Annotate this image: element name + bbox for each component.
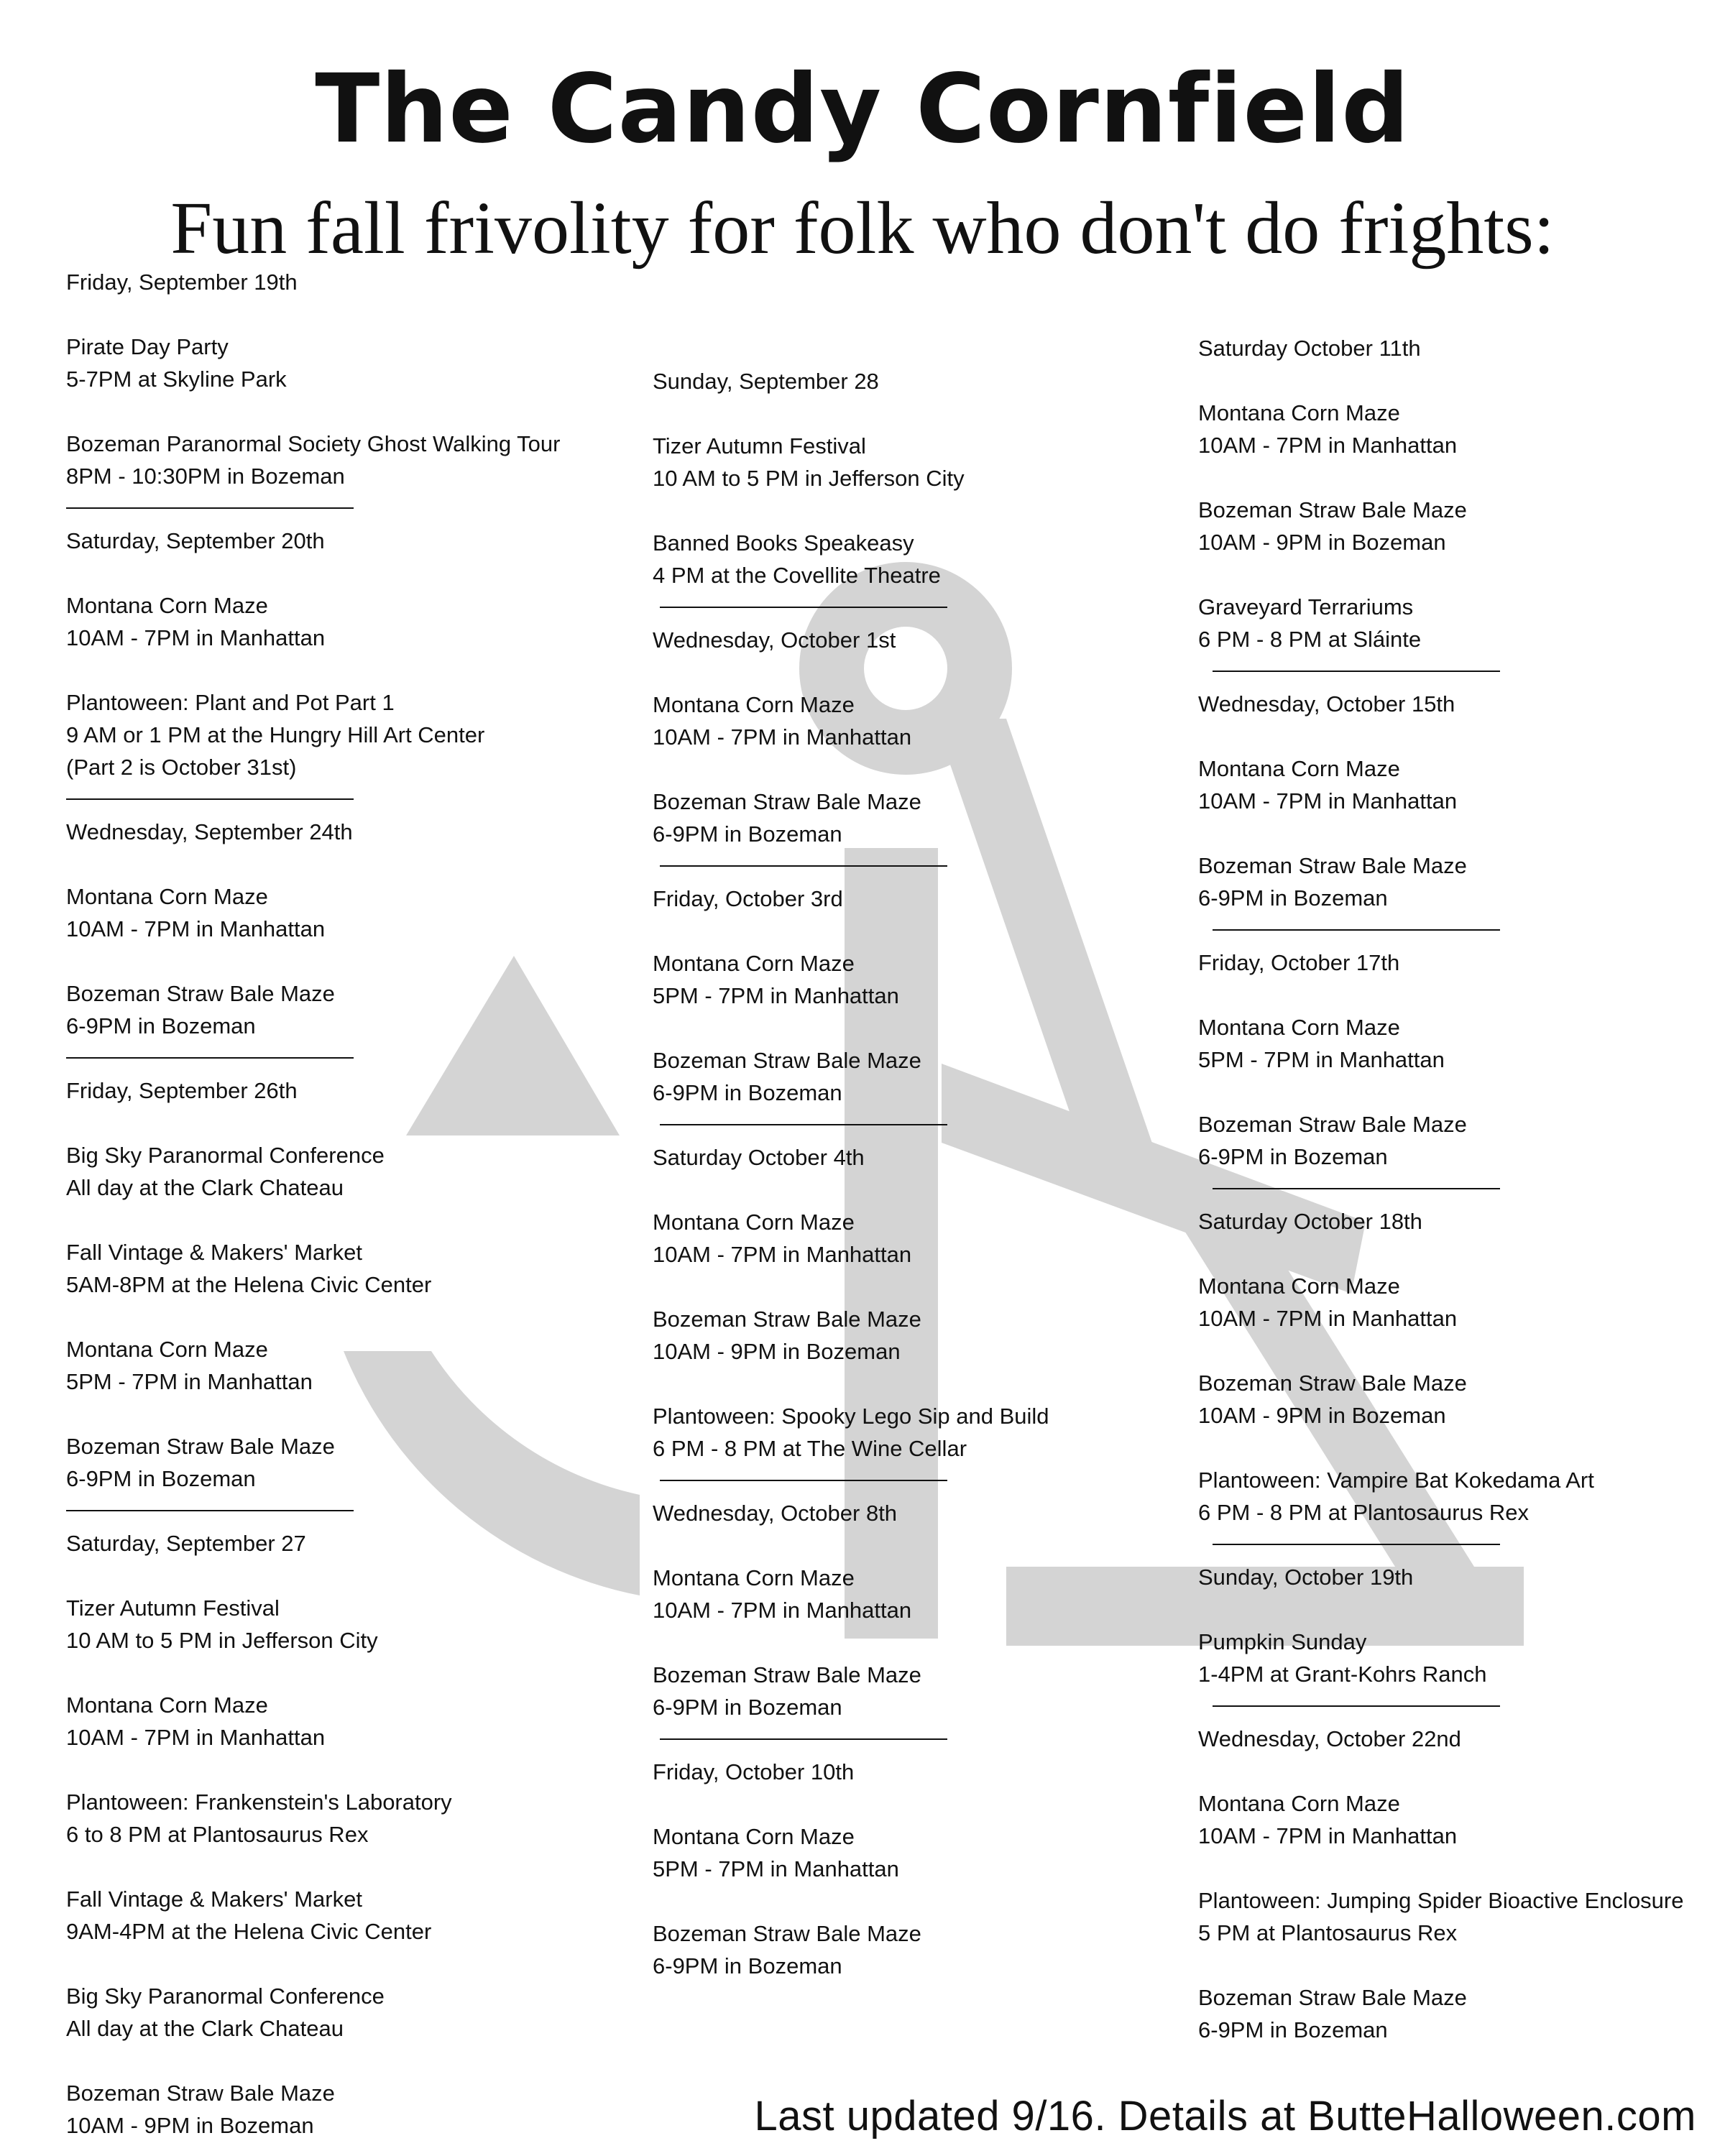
event-name: Plantoween: Spooky Lego Sip and Build	[653, 1404, 1049, 1429]
event-name: Montana Corn Maze	[653, 692, 855, 717]
day-date: Wednesday, October 1st	[653, 627, 896, 653]
event-name: Montana Corn Maze	[1198, 1273, 1400, 1299]
event-details: 10AM - 9PM in Bozeman	[1198, 530, 1446, 555]
event-name: Montana Corn Maze	[66, 1337, 268, 1362]
event-item	[66, 428, 584, 492]
event-item	[66, 1333, 584, 1398]
event-item	[66, 2077, 584, 2142]
day-separator	[660, 1480, 947, 1481]
event-name: Tizer Autumn Festival	[66, 1595, 280, 1621]
event-details: 9AM-4PM at the Helena Civic Center	[66, 1919, 432, 1944]
event-details: 10 AM to 5 PM in Jefferson City	[66, 1628, 378, 1653]
page-subtitle: Fun fall frivolity for folk who don't do frights:	[170, 187, 1555, 270]
event-details: 6-9PM in Bozeman	[1198, 1144, 1388, 1169]
day-separator	[660, 1124, 947, 1125]
event-details: 10AM - 7PM in Manhattan	[653, 724, 912, 750]
day-separator	[660, 607, 947, 608]
event-details: 10AM - 7PM in Manhattan	[66, 625, 326, 650]
event-details: 5PM - 7PM in Manhattan	[1198, 1047, 1445, 1072]
day-section	[1198, 1723, 1716, 2046]
event-item	[66, 589, 584, 654]
event-name: Fall Vintage & Makers' Market	[66, 1240, 362, 1265]
event-column-1	[66, 266, 584, 2142]
event-name: Bozeman Straw Bale Maze	[653, 789, 921, 814]
day-date: Saturday, September 20th	[66, 528, 325, 553]
event-item	[66, 1236, 584, 1301]
event-details: 6-9PM in Bozeman	[66, 1466, 256, 1491]
day-section	[66, 1527, 584, 2142]
event-details: 4 PM at the Covellite Theatre	[653, 563, 941, 588]
day-date: Friday, October 10th	[653, 1759, 855, 1784]
event-item	[1198, 849, 1716, 914]
event-name: Big Sky Paranormal Conference	[66, 1143, 385, 1168]
event-details: 6 PM - 8 PM at Plantosaurus Rex	[1198, 1500, 1530, 1525]
event-item	[66, 1139, 584, 1204]
event-item	[1198, 494, 1716, 558]
event-name: Plantoween: Vampire Bat Kokedama Art	[1198, 1468, 1594, 1493]
event-details: 6-9PM in Bozeman	[66, 1013, 256, 1038]
event-name: Bozeman Straw Bale Maze	[1198, 497, 1467, 522]
event-item	[1198, 1464, 1716, 1529]
event-item	[66, 977, 584, 1042]
event-details: 6-9PM in Bozeman	[1198, 885, 1388, 911]
event-name: Big Sky Paranormal Conference	[66, 1984, 385, 2009]
day-section	[66, 525, 584, 783]
event-name: Montana Corn Maze	[653, 951, 855, 976]
event-item	[66, 1980, 584, 2045]
day-section	[66, 266, 584, 492]
day-separator	[1213, 671, 1500, 672]
day-date: Friday, October 17th	[1198, 950, 1400, 975]
event-details: 5PM - 7PM in Manhattan	[653, 983, 899, 1008]
day-section	[653, 365, 1170, 591]
event-item	[66, 1430, 584, 1495]
day-date: Friday, September 26th	[66, 1078, 298, 1103]
event-name: Bozeman Straw Bale Maze	[1198, 1370, 1467, 1396]
event-item	[1198, 752, 1716, 817]
day-date: Friday, October 3rd	[653, 886, 843, 911]
event-details: 1-4PM at Grant-Kohrs Ranch	[1198, 1662, 1487, 1687]
day-separator	[1213, 1544, 1500, 1545]
event-item	[653, 527, 1170, 591]
event-item	[1198, 1626, 1716, 1690]
event-name: Montana Corn Maze	[66, 1692, 268, 1718]
event-name: Graveyard Terrariums	[1198, 594, 1414, 619]
event-column-3	[1198, 332, 1716, 2046]
day-separator	[66, 1510, 354, 1511]
day-date: Saturday, September 27	[66, 1531, 306, 1556]
event-item	[66, 1689, 584, 1754]
event-name: Montana Corn Maze	[66, 593, 268, 618]
event-item	[66, 1786, 584, 1851]
event-name: Bozeman Straw Bale Maze	[66, 2081, 335, 2106]
day-date: Wednesday, September 24th	[66, 819, 353, 844]
day-section	[1198, 1205, 1716, 1529]
event-details: 5 PM at Plantosaurus Rex	[1198, 1920, 1458, 1945]
event-name: Montana Corn Maze	[653, 1824, 855, 1849]
day-separator	[660, 865, 947, 867]
event-name: Fall Vintage & Makers' Market	[66, 1886, 362, 1912]
event-name: Pumpkin Sunday	[1198, 1629, 1367, 1654]
event-name: Montana Corn Maze	[653, 1565, 855, 1590]
day-section	[1198, 688, 1716, 914]
event-details: 5-7PM at Skyline Park	[66, 367, 287, 392]
event-name: Montana Corn Maze	[1198, 400, 1400, 425]
day-section	[1198, 332, 1716, 655]
event-details: 10AM - 9PM in Bozeman	[66, 2113, 314, 2138]
day-date: Sunday, September 28	[653, 369, 879, 394]
event-item	[653, 1303, 1170, 1368]
event-name: Montana Corn Maze	[1198, 1015, 1400, 1040]
day-date: Wednesday, October 22nd	[1198, 1726, 1461, 1751]
event-details: 10AM - 7PM in Manhattan	[653, 1242, 912, 1267]
day-date: Friday, September 19th	[66, 270, 298, 295]
event-details: 10AM - 7PM in Manhattan	[1198, 433, 1458, 458]
day-section	[66, 816, 584, 1042]
event-details: 6-9PM in Bozeman	[653, 1695, 842, 1720]
event-name: Plantoween: Frankenstein's Laboratory	[66, 1789, 452, 1815]
event-item	[653, 1917, 1170, 1982]
event-item	[66, 331, 584, 395]
event-item	[1198, 1108, 1716, 1173]
event-name: Bozeman Straw Bale Maze	[653, 1048, 921, 1073]
event-item	[653, 786, 1170, 850]
event-name: Montana Corn Maze	[1198, 1791, 1400, 1816]
day-separator	[1213, 1705, 1500, 1707]
event-name: Bozeman Straw Bale Maze	[1198, 1112, 1467, 1137]
day-date: Saturday October 11th	[1198, 336, 1421, 361]
event-details: All day at the Clark Chateau	[66, 1175, 344, 1200]
day-section	[653, 1497, 1170, 1723]
event-name: Bozeman Straw Bale Maze	[653, 1662, 921, 1687]
day-date: Saturday October 4th	[653, 1145, 865, 1170]
event-item	[653, 1044, 1170, 1109]
event-details: 10AM - 9PM in Bozeman	[653, 1339, 901, 1364]
event-item	[653, 1562, 1170, 1626]
page-title: The Candy Cornfield	[315, 54, 1410, 165]
event-item	[1198, 1011, 1716, 1076]
event-item	[653, 430, 1170, 494]
event-name: Montana Corn Maze	[1198, 756, 1400, 781]
day-section	[653, 883, 1170, 1109]
day-section	[1198, 1561, 1716, 1690]
event-details: 10AM - 7PM in Manhattan	[1198, 788, 1458, 814]
event-details: 10AM - 7PM in Manhattan	[66, 1725, 326, 1750]
event-item	[1198, 1367, 1716, 1432]
event-item	[66, 1592, 584, 1657]
day-separator	[660, 1738, 947, 1740]
event-name: Bozeman Straw Bale Maze	[66, 981, 335, 1006]
event-details: 10 AM to 5 PM in Jefferson City	[653, 466, 965, 491]
event-item	[653, 1659, 1170, 1723]
event-name: Bozeman Straw Bale Maze	[653, 1307, 921, 1332]
event-details: 5PM - 7PM in Manhattan	[66, 1369, 313, 1394]
day-separator	[66, 798, 354, 800]
event-details: 5AM-8PM at the Helena Civic Center	[66, 1272, 432, 1297]
event-name: Bozeman Straw Bale Maze	[1198, 853, 1467, 878]
day-section	[653, 1141, 1170, 1465]
event-name: Pirate Day Party	[66, 334, 229, 359]
day-date: Saturday October 18th	[1198, 1209, 1422, 1234]
event-item	[1198, 1787, 1716, 1852]
event-name: Tizer Autumn Festival	[653, 433, 866, 459]
event-details: 10AM - 7PM in Manhattan	[66, 916, 326, 941]
event-details: 6-9PM in Bozeman	[1198, 2017, 1388, 2042]
day-separator	[1213, 929, 1500, 931]
event-name: Banned Books Speakeasy	[653, 530, 914, 556]
day-separator	[66, 1057, 354, 1059]
event-name: Plantoween: Jumping Spider Bioactive Enclosure	[1198, 1888, 1684, 1913]
event-item	[653, 947, 1170, 1012]
event-details: 6-9PM in Bozeman	[653, 821, 842, 847]
event-details: 6-9PM in Bozeman	[653, 1080, 842, 1105]
event-item	[653, 688, 1170, 753]
event-item	[66, 880, 584, 945]
day-section	[66, 1074, 584, 1495]
event-details: 8PM - 10:30PM in Bozeman	[66, 464, 345, 489]
event-details: 6 to 8 PM at Plantosaurus Rex	[66, 1822, 369, 1847]
event-item	[1198, 1981, 1716, 2046]
event-column-2	[653, 365, 1170, 1982]
event-details: All day at the Clark Chateau	[66, 2016, 344, 2041]
day-separator	[66, 507, 354, 509]
event-details: 5PM - 7PM in Manhattan	[653, 1856, 899, 1881]
event-item	[66, 686, 584, 783]
event-details: 6 PM - 8 PM at The Wine Cellar	[653, 1436, 967, 1461]
event-name: Plantoween: Plant and Pot Part 1	[66, 690, 395, 715]
event-details: 6 PM - 8 PM at Sláinte	[1198, 627, 1422, 652]
event-name: Bozeman Straw Bale Maze	[653, 1921, 921, 1946]
event-details: 10AM - 7PM in Manhattan	[1198, 1306, 1458, 1331]
day-date: Sunday, October 19th	[1198, 1565, 1414, 1590]
event-name: Bozeman Paranormal Society Ghost Walking Tour	[66, 431, 561, 456]
event-item	[1198, 591, 1716, 655]
day-date: Wednesday, October 8th	[653, 1501, 898, 1526]
event-name: Montana Corn Maze	[653, 1210, 855, 1235]
event-details: 10AM - 7PM in Manhattan	[1198, 1823, 1458, 1848]
event-details: 9 AM or 1 PM at the Hungry Hill Art Center	[66, 722, 485, 747]
event-item	[66, 1883, 584, 1948]
event-details: 6-9PM in Bozeman	[653, 1953, 842, 1978]
footer-note: Last updated 9/16. Details at ButteHalloween.com	[754, 2093, 1696, 2139]
event-item	[653, 1400, 1170, 1465]
event-note: (Part 2 is October 31st)	[66, 755, 297, 780]
day-separator	[1213, 1188, 1500, 1189]
day-section	[653, 624, 1170, 850]
event-name: Bozeman Straw Bale Maze	[66, 1434, 335, 1459]
event-details: 10AM - 7PM in Manhattan	[653, 1598, 912, 1623]
day-section	[1198, 946, 1716, 1173]
event-name: Bozeman Straw Bale Maze	[1198, 1985, 1467, 2010]
day-date: Wednesday, October 15th	[1198, 691, 1455, 717]
event-name: Montana Corn Maze	[66, 884, 268, 909]
event-details: 10AM - 9PM in Bozeman	[1198, 1403, 1446, 1428]
event-item	[1198, 1270, 1716, 1335]
event-item	[653, 1820, 1170, 1885]
event-item	[653, 1206, 1170, 1271]
event-item	[1198, 1884, 1716, 1949]
event-item	[1198, 397, 1716, 461]
day-section	[653, 1756, 1170, 1982]
